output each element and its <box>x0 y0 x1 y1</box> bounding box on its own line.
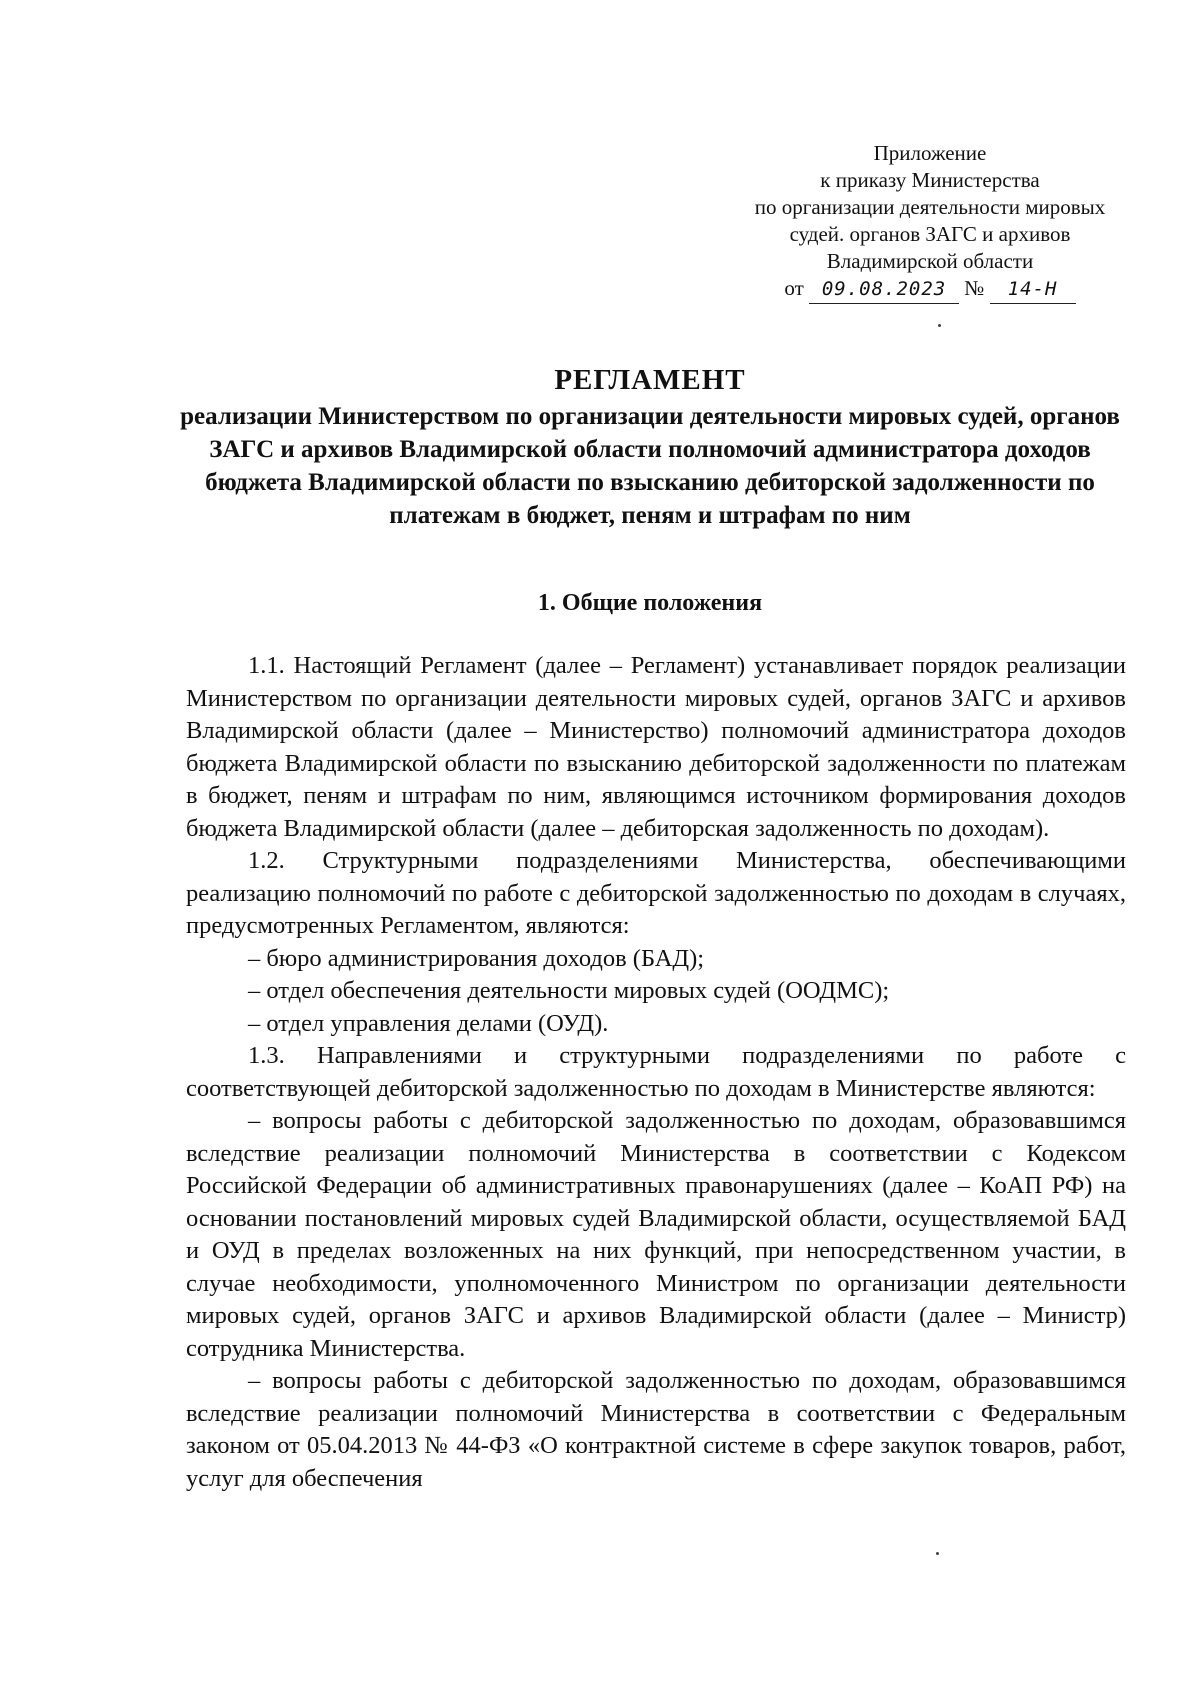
scan-speck <box>938 324 941 327</box>
appendix-line-1: Приложение <box>873 141 987 165</box>
document-body <box>186 650 1126 1495</box>
paragraph-1-1: 1.1. Настоящий Регламент (далее – Регламент) устанавливает порядок реализации Министерством по организации деятельности мировых судей, органов ЗАГС и архивов Владимирской области (далее – Министерство) полномочий администратора доходов бюджета Владимирской области по взысканию дебиторской задолженности по платежам в бюджет, пеням и штрафам по ним, являющимся источником формирования доходов бюджета Владимирской области (далее – дебиторская задолженность по доходам). <box>186 652 1126 842</box>
list-item-bad: – бюро администрирования доходов (БАД); <box>248 944 705 972</box>
scan-speck <box>936 1552 939 1555</box>
order-number-handwritten: 14-Н <box>990 276 1076 304</box>
paragraph-1-3: 1.3. Направлениями и структурными подразделениями по работе с соответствующей дебиторской задолженностью по доходам в Министерстве являются: <box>186 1042 1126 1102</box>
order-date-line <box>720 275 1140 304</box>
appendix-line-3: по организации деятельности мировых <box>754 195 1106 219</box>
paragraph-1-2: 1.2. Структурными подразделениями Министерства, обеспечивающими реализацию полномочий по работе с дебиторской задолженностью по доходам в случаях, предусмотренных Регламентом, являются: <box>186 847 1126 939</box>
appendix-line-2: к приказу Министерства <box>820 168 1040 192</box>
appendix-line-5: Владимирской области <box>826 249 1034 273</box>
appendix-block <box>720 140 1140 304</box>
list-item-oud: – отдел управления делами (ОУД). <box>248 1009 609 1037</box>
list-item-44fz: – вопросы работы с дебиторской задолженностью по доходам, образовавшимся вследствие реализации полномочий Министерства в соответствии с Федеральным законом от 05.04.2013 № 44-ФЗ «О контрактной системе в сфере закупок товаров, работ, услуг для обеспечения <box>186 1367 1126 1492</box>
order-date-handwritten: 09.08.2023 <box>809 276 959 304</box>
appendix-line-4: судей. органов ЗАГС и архивов <box>789 222 1071 246</box>
title-subtitle: реализации Министерством по организации деятельности мировых судей, органов ЗАГС и архивов Владимирской области полномочий администратора доходов бюджета Владимирской области по взысканию дебиторской задолженности по платежам в бюджет, пеням и штрафам по ним <box>180 403 1120 529</box>
document-title <box>180 362 1120 532</box>
list-item-koap: – вопросы работы с дебиторской задолженностью по доходам, образовавшимся вследствие реализации полномочий Министерства в соответствии с Кодексом Российской Федерации об административных правонарушениях (далее – КоАП РФ) на основании постановлений мировых судей Владимирской области, осуществляемой БАД и ОУД в пределах возложенных на них функций, при непосредственном участии, в случае необходимости, уполномоченного Министром по организации деятельности мировых судей, органов ЗАГС и архивов Владимирской области (далее – Министр) сотрудника Министерства. <box>186 1107 1126 1362</box>
list-item-oodms: – отдел обеспечения деятельности мировых судей (ООДМС); <box>248 977 890 1004</box>
date-prefix: от <box>784 276 804 300</box>
number-prefix: № <box>964 276 985 300</box>
title-main: РЕГЛАМЕНТ <box>554 364 746 396</box>
section-heading: 1. Общие положения <box>537 590 763 616</box>
